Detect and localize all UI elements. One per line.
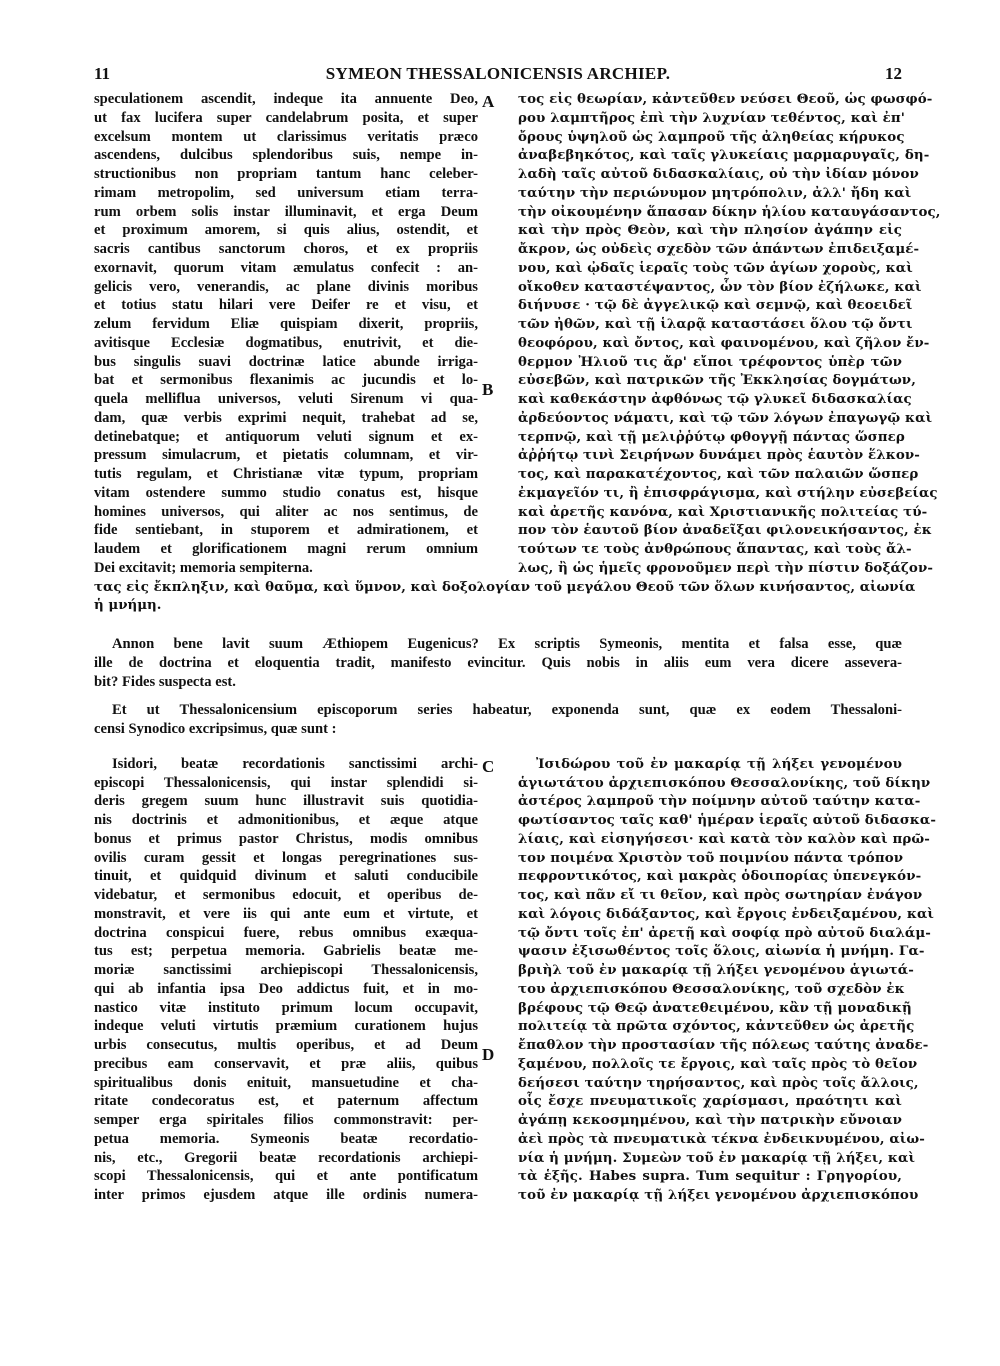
greek-line: τον ποιμένα Χριστὸν τοῦ ποιμνίου πάντα τρόπον xyxy=(518,849,904,866)
greek-line: νία ἡ μνήμη. Συμεὼν τοῦ ἐν μακαρίᾳ τῇ λήξει, καὶ xyxy=(518,1149,916,1166)
greek-line: ἀναβεβηκότος, καὶ ταῖς γλυκείαις μαρμαρυγαῖς, δη- xyxy=(518,147,930,164)
greek-line: ἄκρον, ὡς οὐδεὶς σχεδὸν τῶν ἁπάντων ἐπιδειξαμέ- xyxy=(518,241,920,257)
greek-line: ἐκμαγεῖόν τι, ἢ ἐπισφράγισμα, καὶ στήλην εὐσεβείας xyxy=(518,484,938,501)
greek-line: καὶ ἀρετῆς κανόνα, καὶ Χριστιανικῆς πολιτείας τύ- xyxy=(518,503,928,520)
greek-column-2 xyxy=(518,755,936,1205)
section-1-columns xyxy=(94,90,941,578)
running-head xyxy=(94,64,902,90)
commentary-line: censi Synodico excripsimus, quæ sunt : xyxy=(94,721,337,737)
greek-line: λαδὴ ταῖς αὐτοῦ διδασκαλίαις, οὐ τὴν ἰδίαν μόνον xyxy=(518,166,919,182)
latin-column-1 xyxy=(94,90,478,578)
latin-line: tutis regulam, et Christianæ vitæ typum, propriam xyxy=(94,466,478,482)
latin-line: monstravit, et vere iis qui ante eum et virtute, et xyxy=(94,905,478,922)
latin-line: ut fax lucifera super candelabrum posita, et super xyxy=(94,109,478,126)
commentary-paragraph-2 xyxy=(94,701,902,739)
latin-line: sacris cantibus sanctorum choros, et ex propriis xyxy=(94,241,478,257)
latin-line: detinebatque; et antiquorum veluti signum et ex- xyxy=(94,428,478,445)
greek-line: ταύτην τὴν περιώνυμον μητρόπολιν, ἀλλ' ἤδη καὶ xyxy=(518,184,912,201)
latin-line: quela melliflua universos, veluti Sirenum vi qua- xyxy=(94,391,478,407)
margin-marker-b: B xyxy=(482,380,494,399)
latin-line: speculationem ascendit, indeque ita annuente Deo, xyxy=(94,91,478,107)
latin-line: deris gregem suum hunc illustravit suis quotidia- xyxy=(94,793,478,810)
latin-line: vitam ostendere summo studio conatus est, hisque xyxy=(94,484,478,501)
greek-line: πολιτείᾳ τὰ πρῶτα σχόντος, κἀντεῦθεν ὡς ἀρετῆς xyxy=(518,1018,915,1035)
page-number-left: 11 xyxy=(94,64,111,83)
latin-line: laudem et glorificationem magni rerum omnium xyxy=(94,541,478,557)
margin-marker-a: A xyxy=(482,92,495,111)
margin-marker-d: D xyxy=(482,1044,495,1064)
latin-line: tus est; perpetua memoria. Gabrielis beatæ me- xyxy=(94,943,478,960)
greek-line: πεφροντικότος, καὶ μακρὰς ὁδοιπορίας ὑπενεγκόν- xyxy=(518,868,922,885)
latin-line: ritate condecoratus est, et paternum affectum xyxy=(94,1093,478,1110)
greek-line: τῶν ἠθῶν, καὶ τῇ ἱλαρᾷ καταστάσει ὅλου τῷ ὄντι xyxy=(518,316,913,332)
latin-line: scopi Thessalonicensis, qui et ante pontificatum xyxy=(94,1168,478,1185)
latin-line: avitisque Ecclesiæ dogmatibus, enutrivit, et die- xyxy=(94,334,478,351)
greek-line: του ἀρχιεπισκόπου Θεσσαλονίκης, τοῦ σχεδὸν ἐκ xyxy=(518,980,905,997)
greek-line: ἔπαθλον τὴν προστασίαν τῆς πόλεως ταύτης ἀναδε- xyxy=(518,1037,929,1053)
latin-line: moriæ sanctissimi archiepiscopi Thessalonicensis, xyxy=(94,962,478,978)
greek-line: διήνυσε · τῷ δὲ ἀγγελικῷ καὶ σεμνῷ, καὶ θεοειδεῖ xyxy=(518,297,913,314)
latin-line: bat et sermonibus flexanimis ac jucundis et lo- xyxy=(94,372,478,389)
latin-line: semper erga spiritales filios commonstravit: per- xyxy=(94,1112,478,1128)
greek-line: δεήσεσι ταύτην τηρήσαντος, καὶ πρὸς τοῖς ἄλλοις, xyxy=(518,1074,919,1091)
greek-line: τὴν οἰκουμένην ἅπασαν δίκην ἡλίου καταυγάσαντος, xyxy=(518,203,941,220)
greek-span-line: τας εἰς ἔκπληξιν, καὶ θαῦμα, καὶ ὕμνον, καὶ δοξολογίαν τοῦ μεγάλου Θεοῦ τῶν ὅλων κινήσαντος, αἰωνία xyxy=(94,578,916,595)
greek-line: τερπνῷ, καὶ τῇ μελιῤῥύτῳ φθογγῇ πάντας ὥσπερ xyxy=(518,428,905,445)
greek-line: ἀῤῥήτῳ τινὶ Σειρήνων δυνάμει πρὸς ἑαυτὸν ἕλκον- xyxy=(518,447,920,464)
latin-line: et proximum amorem, si quis alius, ostendit, et xyxy=(94,222,478,239)
latin-line: fide sentiebant, in stuporem et admirationem, et xyxy=(94,522,478,539)
greek-line: τούτων τε τοὺς ἀνθρώπους ἅπαντας, καὶ τοὺς ἄλ- xyxy=(518,541,912,557)
latin-line: doctrina conspicui fuere, rebus omnibus exæqua- xyxy=(94,924,478,941)
greek-line: βρέφους τῷ Θεῷ ἀνατεθειμένου, κἂν τῇ μοναδικῇ xyxy=(518,999,912,1016)
greek-line: τοῦ ἐν μακαρίᾳ τῇ λήξει γενομένου ἀρχιεπισκόπου xyxy=(518,1187,919,1203)
commentary-paragraph-1 xyxy=(94,635,902,691)
greek-line: ὄρους ὑψηλοῦ ὡς λαμπροῦ τῆς ἀληθείας κήρυκος xyxy=(518,128,905,145)
latin-line: petua memoria. Symeonis beatæ recordatio- xyxy=(94,1130,478,1147)
latin-line: exornavit, quorum vitam æmulatus confecit : an- xyxy=(94,259,478,276)
latin-line: ovilis curam gessit et longas peregrinationes sus- xyxy=(94,849,478,866)
greek-line: ἀστέρος λαμπροῦ τὴν ποίμνην αὐτοῦ ταύτην κατα- xyxy=(518,793,921,810)
page-number-right: 12 xyxy=(885,64,902,83)
section-2-columns xyxy=(94,755,936,1205)
latin-line: inter primos ejusdem atque ille ordinis numera- xyxy=(94,1187,478,1203)
margin-marker-c: C xyxy=(482,756,495,776)
latin-line: spiritualibus donis enituit, mansuetudine et cha- xyxy=(94,1074,478,1091)
greek-line: ἀγάπῃ κεκοσμημένου, καὶ τὴν πατρικὴν εὔνοιαν xyxy=(518,1112,902,1128)
latin-line: rum orbem solis instar illuminavit, et erga Deum xyxy=(94,203,478,220)
latin-line: rimam metropolim, sed universum etiam terra- xyxy=(94,184,478,201)
greek-span-line: ἡ μνήμη. xyxy=(94,597,162,614)
greek-line: τῷ ὄντι τοῖς ἐπ' ἀρετῇ καὶ σοφίᾳ πρὸ αὐτοῦ διαλάμ- xyxy=(518,924,931,941)
greek-line: λως, ἢ ὡς ἡμεῖς φρονοῦμεν περὶ τὴν πίστιν δοξάζον- xyxy=(518,559,934,576)
latin-line: bonus et primus pastor Christus, modis omnibus xyxy=(94,830,478,847)
latin-line: qui ab infantia ipsa Deo addictus fuit, et in mo- xyxy=(94,980,478,997)
greek-line: πον τὸν ἑαυτοῦ βίον ἀναδεῖξαι φιλονεικήσαντος, ἐκ xyxy=(518,522,932,539)
greek-line: θεοφόρου, καὶ ὄντος, καὶ φαινομένου, καὶ ζῆλον ἔν- xyxy=(518,334,930,351)
latin-line: episcopi Thessalonicensis, qui instar splendidi si- xyxy=(94,774,478,791)
greek-line: Ἰσιδώρου τοῦ ἐν μακαρίᾳ τῇ λήξει γενομένου xyxy=(536,755,902,772)
greek-line: καὶ τὴν πρὸς Θεὸν, καὶ τὴν πλησίον ἀγάπην εἰς xyxy=(518,222,902,239)
greek-line: λίαις, καὶ εἰσηγήσεσι· καὶ κατὰ τὸν καλὸν καὶ πρῶ- xyxy=(518,830,930,847)
latin-line: pressum simulacrum, et pietatis columnam, et vir- xyxy=(94,447,478,464)
greek-line: ἁγιωτάτου ἀρχιεπισκόπου Θεσσαλονίκης, τοῦ δίκην xyxy=(518,774,931,791)
latin-line: tinuit, et quidquid divinum et saluti conducibile xyxy=(94,868,478,885)
document-page xyxy=(94,64,941,1205)
latin-line: et totius statu hilari vere Deifer re et visu, et xyxy=(94,297,478,314)
latin-line: bus singulis suavi doctrinæ latice abunde irriga- xyxy=(94,353,478,370)
greek-line: ρου λαμπτῆρος ἐπὶ τὴν λυχνίαν τεθέντος, καὶ ἐπ' xyxy=(518,109,905,126)
latin-line: structionibus non propriam tantum hanc celeber- xyxy=(94,166,478,182)
greek-line: ξαμένου, πολλοῖς τε ἔργοις, καὶ ταῖς πρὸς τὸ θεῖον xyxy=(518,1055,918,1072)
latin-line: zelum fervidum Eliæ quispiam dixerit, propriis, xyxy=(94,316,478,332)
greek-line: τος, καὶ παρακατέχοντος, καὶ τῶν παλαιῶν ὥσπερ xyxy=(518,466,919,482)
latin-column-2 xyxy=(94,755,478,1205)
greek-line: βριὴλ τοῦ ἐν μακαρίᾳ τῇ λήξει γενομένου ἁγιωτά- xyxy=(518,962,914,978)
greek-line: οἷς ἔσχε πνευματικοῖς χαρίσμασι, πραότητι καὶ xyxy=(518,1093,902,1110)
running-title: SYMEON THESSALONICENSIS ARCHIEP. xyxy=(325,64,671,83)
greek-line: τὰ ἑξῆς. Habes supra. Tum sequitur : Γρηγορίου, xyxy=(518,1168,902,1185)
greek-line: τος, καὶ πᾶν εἴ τι θεῖον, καὶ πρὸς σωτηρίαν ἐνάγον xyxy=(518,887,923,903)
latin-line: nastico vitæ instituto primum locum occupavit, xyxy=(94,999,478,1016)
greek-line: καὶ λόγοις διδάξαντος, καὶ ἔργοις ἐνδειξαμένου, καὶ xyxy=(518,905,934,922)
latin-line: videbatur, et sermonibus edocuit, et operibus de- xyxy=(94,887,478,903)
latin-line: precibus eam conservavit, et præ aliis, quibus xyxy=(94,1055,478,1072)
commentary-line: Annon bene lavit suum Æthiopem Eugenicus? Ex scriptis Symeonis, mentita et falsa esse, quæ xyxy=(112,636,902,652)
greek-line: εὐσεβῶν, καὶ πατρικῶν τῆς Ἐκκλησίας δογμάτων, xyxy=(518,372,916,389)
greek-line: οἴκοθεν καταστέψαντος, ὧν τὸν βίον ἐζήλωκε, καὶ xyxy=(518,278,922,295)
greek-line: νου, καὶ ᾠδαῖς ἱεραῖς τοὺς τῶν ἁγίων χοροὺς, καὶ xyxy=(518,259,913,276)
latin-line: Isidori, beatæ recordationis sanctissimi archi- xyxy=(112,755,478,772)
latin-line: gelicis vero, venerandis, ac plane divinis moribus xyxy=(94,278,478,295)
latin-line: indeque veluti virtutis præmium curationem hujus xyxy=(94,1018,478,1035)
latin-line: Dei excitavit; memoria sempiterna. xyxy=(94,559,313,576)
greek-column-1 xyxy=(518,90,941,578)
latin-line: urbis consecutus, multis operibus, et ad Deum xyxy=(94,1037,478,1053)
greek-line: ἀρδεύοντος νάματι, καὶ τῷ τῶν λόγων ἐπαγωγῷ καὶ xyxy=(518,409,933,426)
greek-spanning-lines xyxy=(94,578,916,616)
greek-line: ψασιν ἐξισωθέντος τοῖς ὅλοις, αἰωνία ἡ μνήμη. Γα- xyxy=(518,943,925,960)
latin-line: homines universos, qui aliter ac nos sentimus, de xyxy=(94,503,478,520)
latin-line: nis doctrinis et admonitionibus, et æque atque xyxy=(94,812,478,828)
latin-line: ascendens, dulcibus splendoribus suis, nempe in- xyxy=(94,147,478,164)
greek-line: τος εἰς θεωρίαν, κἀντεῦθεν νεύσει Θεοῦ, ὡς φωσφό- xyxy=(518,91,933,107)
greek-line: ἀεὶ πρὸς τὰ πνευματικὰ τέκνα ἐνδεικνυμένου, αἰω- xyxy=(518,1130,925,1147)
commentary-line: Et ut Thessalonicensium episcoporum series habeatur, exponenda sunt, quæ ex eodem Thessaloni- xyxy=(112,702,902,719)
commentary-line: ille de doctrina et eloquentia tradit, manifesto evincitur. Quis nobis in aliis eum vera dicere assevera- xyxy=(94,654,902,671)
latin-line: nis, etc., Gregorii beatæ recordationis archiepi- xyxy=(94,1149,478,1166)
greek-line: καὶ καθεκάστην ἀφθόνως τῷ γλυκεῖ διδασκαλίας xyxy=(518,391,912,407)
greek-line: φωτίσαντος ταῖς καθ' ἡμέραν ἱεραῖς αὐτοῦ διδασκα- xyxy=(518,812,936,828)
latin-line: excelsum montem ut clarissimus veritatis præco xyxy=(94,128,478,145)
commentary-line: bit? Fides suspecta est. xyxy=(94,673,236,690)
latin-line: dam, quæ verbis exprimi nequit, trahebat ad se, xyxy=(94,409,478,426)
greek-line: θερμον Ἠλιοῦ τις ἄρ' εἴποι τρέφοντος ὑπὲρ τῶν xyxy=(518,353,902,370)
